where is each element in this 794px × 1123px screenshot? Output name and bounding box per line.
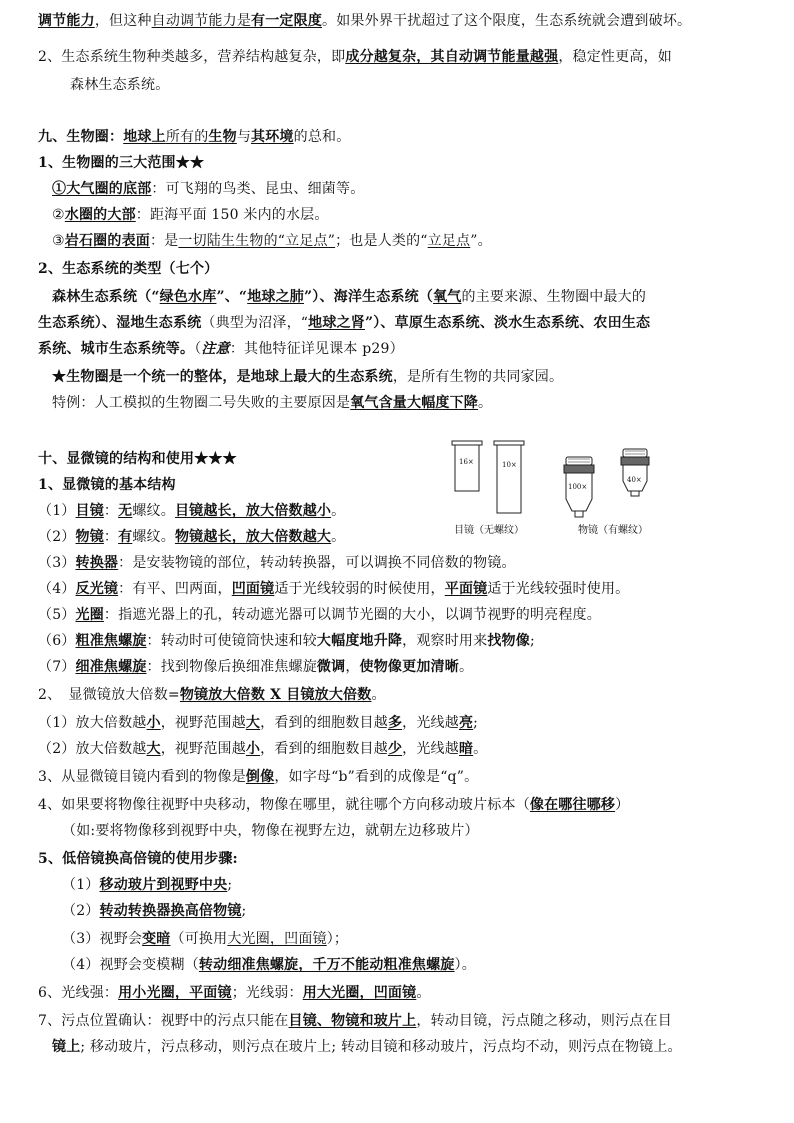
term: 小	[146, 715, 161, 731]
term: 像在哪往哪移	[529, 797, 616, 813]
step-3	[62, 928, 348, 950]
text: ：距海平面 150 米内的水层。	[135, 207, 329, 223]
text: 生态系统）、湿地生态系统	[38, 315, 202, 331]
text: ”。	[470, 233, 492, 249]
term: 氧气	[433, 289, 462, 305]
term: 移动玻片到视野	[99, 877, 199, 893]
text: ，视野范围越	[160, 715, 246, 731]
term: 物镜放大倍数 X 目镜放大倍数	[179, 687, 372, 703]
term: 转换器	[75, 555, 119, 571]
objective-100x-label: 100×	[568, 483, 588, 491]
move-slide-example: （如:要将物像移到视野中央，物像在视野左边，就朝左边移玻片）	[62, 823, 479, 839]
text: 。	[473, 741, 488, 757]
text: ;	[473, 715, 479, 731]
text: ，看到的细胞数目越	[260, 741, 388, 757]
term: 大幅度地升降	[316, 633, 403, 649]
term: 注意	[201, 341, 230, 357]
objective-40x-drawing	[621, 449, 649, 496]
term: 绿色水库	[159, 289, 217, 305]
text: 2、 显微镜放大倍数=	[38, 687, 180, 703]
text: （1）	[62, 877, 100, 893]
text: （4）	[38, 581, 76, 597]
part-nosepiece	[38, 552, 516, 574]
text: ：	[103, 529, 119, 545]
text: 6、光线强：	[38, 985, 119, 1001]
text: ;	[241, 903, 247, 919]
text: ，看到的细胞数目越	[260, 715, 388, 731]
text: 。	[331, 503, 346, 519]
term: 物镜越长，放大倍数越大	[174, 529, 332, 545]
text: 。	[371, 687, 386, 703]
text: （2）放大倍数越	[38, 741, 147, 757]
text: 系统、城市生态系统等。	[38, 341, 195, 357]
range-2	[52, 204, 329, 226]
term: 地球上	[123, 129, 166, 145]
text: 适于光线较弱的时候使用，	[274, 581, 445, 597]
text: 3、从显微镜目镜内看到的物像是	[38, 769, 246, 785]
text: ：其他特征详见课本 p29）	[229, 341, 404, 357]
text: （7）	[38, 659, 76, 675]
text: 7、污点位置确认：视野中的污点只能在	[38, 1013, 289, 1029]
text: ，转动目镜，污点随之移动，则污点在目	[416, 1013, 672, 1029]
step-2	[62, 900, 246, 922]
term: 使物像更加清晰	[359, 659, 459, 675]
text: ：转动时可使镜筒快速和较	[146, 633, 317, 649]
term: 成分越复杂，其自动调节能量越强	[345, 49, 559, 65]
inverted-image-note	[38, 766, 478, 788]
text: ，如字母“b”看到的成像是“q”。	[274, 769, 479, 785]
term: 有一定限度	[251, 13, 323, 29]
microscope-structure-heading: 1、显微镜的基本结构	[38, 477, 176, 493]
term: 其环境	[251, 129, 294, 145]
text: 一切陆生生物的“立足点”	[178, 233, 336, 249]
text: （5）	[38, 607, 76, 623]
biosphere-star-note	[52, 366, 563, 388]
section-10-title: 十、显微镜的结构和使用★★★	[38, 451, 237, 467]
spot-location-line-1	[38, 1010, 672, 1032]
text: 螺纹。	[132, 529, 175, 545]
text: ★生物圈是一个统一的整体，是地球上最大的生态系统	[52, 369, 393, 385]
part-eyepiece	[38, 500, 345, 522]
move-slide-rule	[38, 794, 629, 816]
term: 用小光圈，平面镜	[118, 985, 232, 1001]
part-diaphragm	[38, 604, 601, 626]
magnification-rule-2	[38, 738, 487, 760]
eyepiece-16x-drawing	[452, 441, 482, 491]
text: ：	[103, 503, 119, 519]
text: ；也是人类的“	[335, 233, 428, 249]
term: 平面镜	[444, 581, 488, 597]
term: 岩石圈的表面	[64, 233, 150, 249]
part-mirror	[38, 578, 629, 600]
term: 地球之肺	[247, 289, 304, 305]
term: 倒像	[245, 769, 275, 785]
spot-location-line-2	[52, 1036, 682, 1058]
text: ”）、海洋生态系统（	[304, 289, 434, 305]
term: 调节能力	[38, 13, 95, 29]
text: ，但这种	[94, 13, 152, 29]
term: 有	[118, 529, 133, 545]
text: 2、生态系统生物种类越多，营养结构越复杂，即	[38, 49, 346, 65]
text: （可换用	[170, 931, 228, 947]
text: ，光线越	[402, 741, 459, 757]
term: 多	[387, 715, 403, 731]
text: ，观察时用来	[402, 633, 488, 649]
text: 4、如果要将物像往视野中央移动，物像在哪里，就往哪个方向移动玻片标本（	[38, 797, 530, 813]
text: ;	[529, 633, 535, 649]
term: 转动转换器	[99, 903, 171, 919]
text: 。如果外界干扰超过了这个限度，生态系统就会遭到破坏。	[322, 13, 692, 29]
intro-line-3: 森林生态系统。	[70, 77, 170, 93]
text: ：是安装物镜的部位，转动转换器，可以调换不同倍数的物镜。	[118, 555, 516, 571]
text: ；光线弱：	[231, 985, 303, 1001]
text: （3）视野会	[62, 931, 143, 947]
text: ）。	[454, 957, 476, 973]
objective-40x-label: 40×	[627, 476, 642, 484]
term: 亮	[458, 715, 474, 731]
term: 微调	[316, 659, 346, 675]
text: ”、“	[216, 289, 248, 305]
microscope-lens-figure	[446, 437, 662, 545]
text: 森林生态系统（“	[52, 289, 160, 305]
term: 粗准焦螺旋	[75, 633, 147, 649]
eyepiece-caption: 目镜（无螺纹）	[454, 525, 524, 536]
term: 用大光圈，凹面镜	[302, 985, 417, 1001]
range-3	[52, 230, 492, 252]
text: （1）	[38, 503, 76, 519]
term: 小	[245, 741, 261, 757]
term: ①大气圈的底部	[52, 181, 152, 197]
step-1	[62, 874, 232, 896]
types-line-1	[52, 286, 646, 308]
term: 暗	[458, 741, 474, 757]
term: 中央	[198, 877, 228, 893]
text: 与	[236, 129, 252, 145]
text: （1）放大倍数越	[38, 715, 147, 731]
magnification-formula	[38, 684, 386, 706]
term: 目镜	[75, 503, 104, 519]
term: 大	[146, 741, 161, 757]
term: 光圈	[75, 607, 104, 623]
text: 。	[478, 395, 493, 411]
text: ，视野范围越	[160, 741, 246, 757]
text: ：可飞翔的鸟类、昆虫、细菌等。	[151, 181, 365, 197]
text: ;	[227, 877, 233, 893]
text: （3）	[38, 555, 76, 571]
part-coarse-focus	[38, 630, 535, 652]
term: 目镜越长，放大倍数越小	[174, 503, 332, 519]
eyepiece-10x-label: 10×	[502, 461, 517, 469]
term: 地球之肾	[308, 315, 365, 331]
text: 螺纹。	[132, 503, 175, 519]
term: 转动细准焦螺旋，千万不能动粗准焦螺旋	[198, 957, 455, 973]
light-adjustment	[38, 982, 431, 1004]
term: 生物	[208, 129, 237, 145]
term: 变暗	[142, 931, 171, 947]
text: ”）、草原生态系统、淡水生态系统、农田生态	[364, 315, 651, 331]
text: ：指遮光器上的孔，转动遮光器可以调节光圈的大小，以调节视野的明亮程度。	[103, 607, 601, 623]
term: 少	[387, 741, 403, 757]
term: 凹面镜	[231, 581, 275, 597]
term: 细准焦螺旋	[75, 659, 147, 675]
text: ，光线越	[402, 715, 459, 731]
text: （	[194, 341, 202, 357]
intro-line-2	[38, 46, 672, 68]
part-fine-focus	[38, 656, 473, 678]
term: 大光圈，凹面镜	[227, 931, 327, 947]
text: ，	[345, 659, 360, 675]
term: 物镜	[75, 529, 104, 545]
biosphere-example	[52, 392, 492, 414]
text: ：是	[149, 233, 179, 249]
term: 无	[118, 503, 133, 519]
term: 大	[245, 715, 261, 731]
range-1	[52, 178, 364, 200]
part-objective	[38, 526, 345, 548]
step-4	[62, 954, 476, 976]
text: （2）	[38, 529, 76, 545]
types-line-3	[38, 338, 404, 360]
term: 目镜、物镜和玻片上	[288, 1013, 417, 1029]
term: 水圈的大部	[64, 207, 136, 223]
switch-objective-heading: 5、低倍镜换高倍镜的使用步骤:	[38, 851, 238, 867]
text: ; 移动玻片，污点移动，则污点在玻片上; 转动目镜和移动玻片，污点均不动，则污点在物镜上。	[80, 1039, 682, 1055]
eyepiece-16x-label: 16×	[459, 458, 474, 466]
text: 的主要来源、生物圈中最大的	[461, 289, 647, 305]
text: ③	[52, 233, 65, 249]
text: 自动调节能力是	[151, 13, 252, 29]
text: 。	[416, 985, 431, 1001]
term: 换高倍物镜	[170, 903, 242, 919]
objective-caption: 物镜（有螺纹）	[578, 525, 648, 536]
term: 氧气含量大幅度下降	[350, 395, 479, 411]
text: 。	[458, 659, 474, 675]
text: （典型为沼泽，“	[201, 315, 309, 331]
text: 立足点	[427, 233, 471, 249]
text: 的总和。	[293, 129, 351, 145]
text: （6）	[38, 633, 76, 649]
text: ）；	[326, 931, 349, 947]
text: 适于光线较强时使用。	[487, 581, 630, 597]
intro-line-1	[38, 10, 691, 32]
text: 九、生物圈：	[38, 129, 124, 145]
magnification-rule-1	[38, 712, 478, 734]
section-9-title	[38, 126, 350, 148]
eyepiece-10x-drawing	[494, 441, 524, 513]
text: ，是所有生物的共同家园。	[392, 369, 564, 385]
term: 反光镜	[75, 581, 119, 597]
text: ）	[615, 797, 630, 813]
term: 找物像	[487, 633, 530, 649]
text: ，稳定性更高，如	[558, 49, 672, 65]
text: （4）视野会变模糊（	[62, 957, 199, 973]
term: 镜上	[52, 1039, 81, 1055]
text: （2）	[62, 903, 100, 919]
text: 所有的	[165, 129, 209, 145]
text: ：有平、凹两面，	[118, 581, 232, 597]
text: 。	[331, 529, 346, 545]
biosphere-range-heading: 1、生物圈的三大范围★★	[38, 155, 205, 171]
text: ②	[52, 207, 65, 223]
types-line-2	[38, 312, 650, 334]
ecosystem-types-heading: 2、生态系统的类型（七个）	[38, 261, 219, 277]
text: 特例：人工模拟的生物圈二号失败的主要原因是	[52, 395, 351, 411]
text: ：找到物像后换细准焦螺旋	[146, 659, 317, 675]
